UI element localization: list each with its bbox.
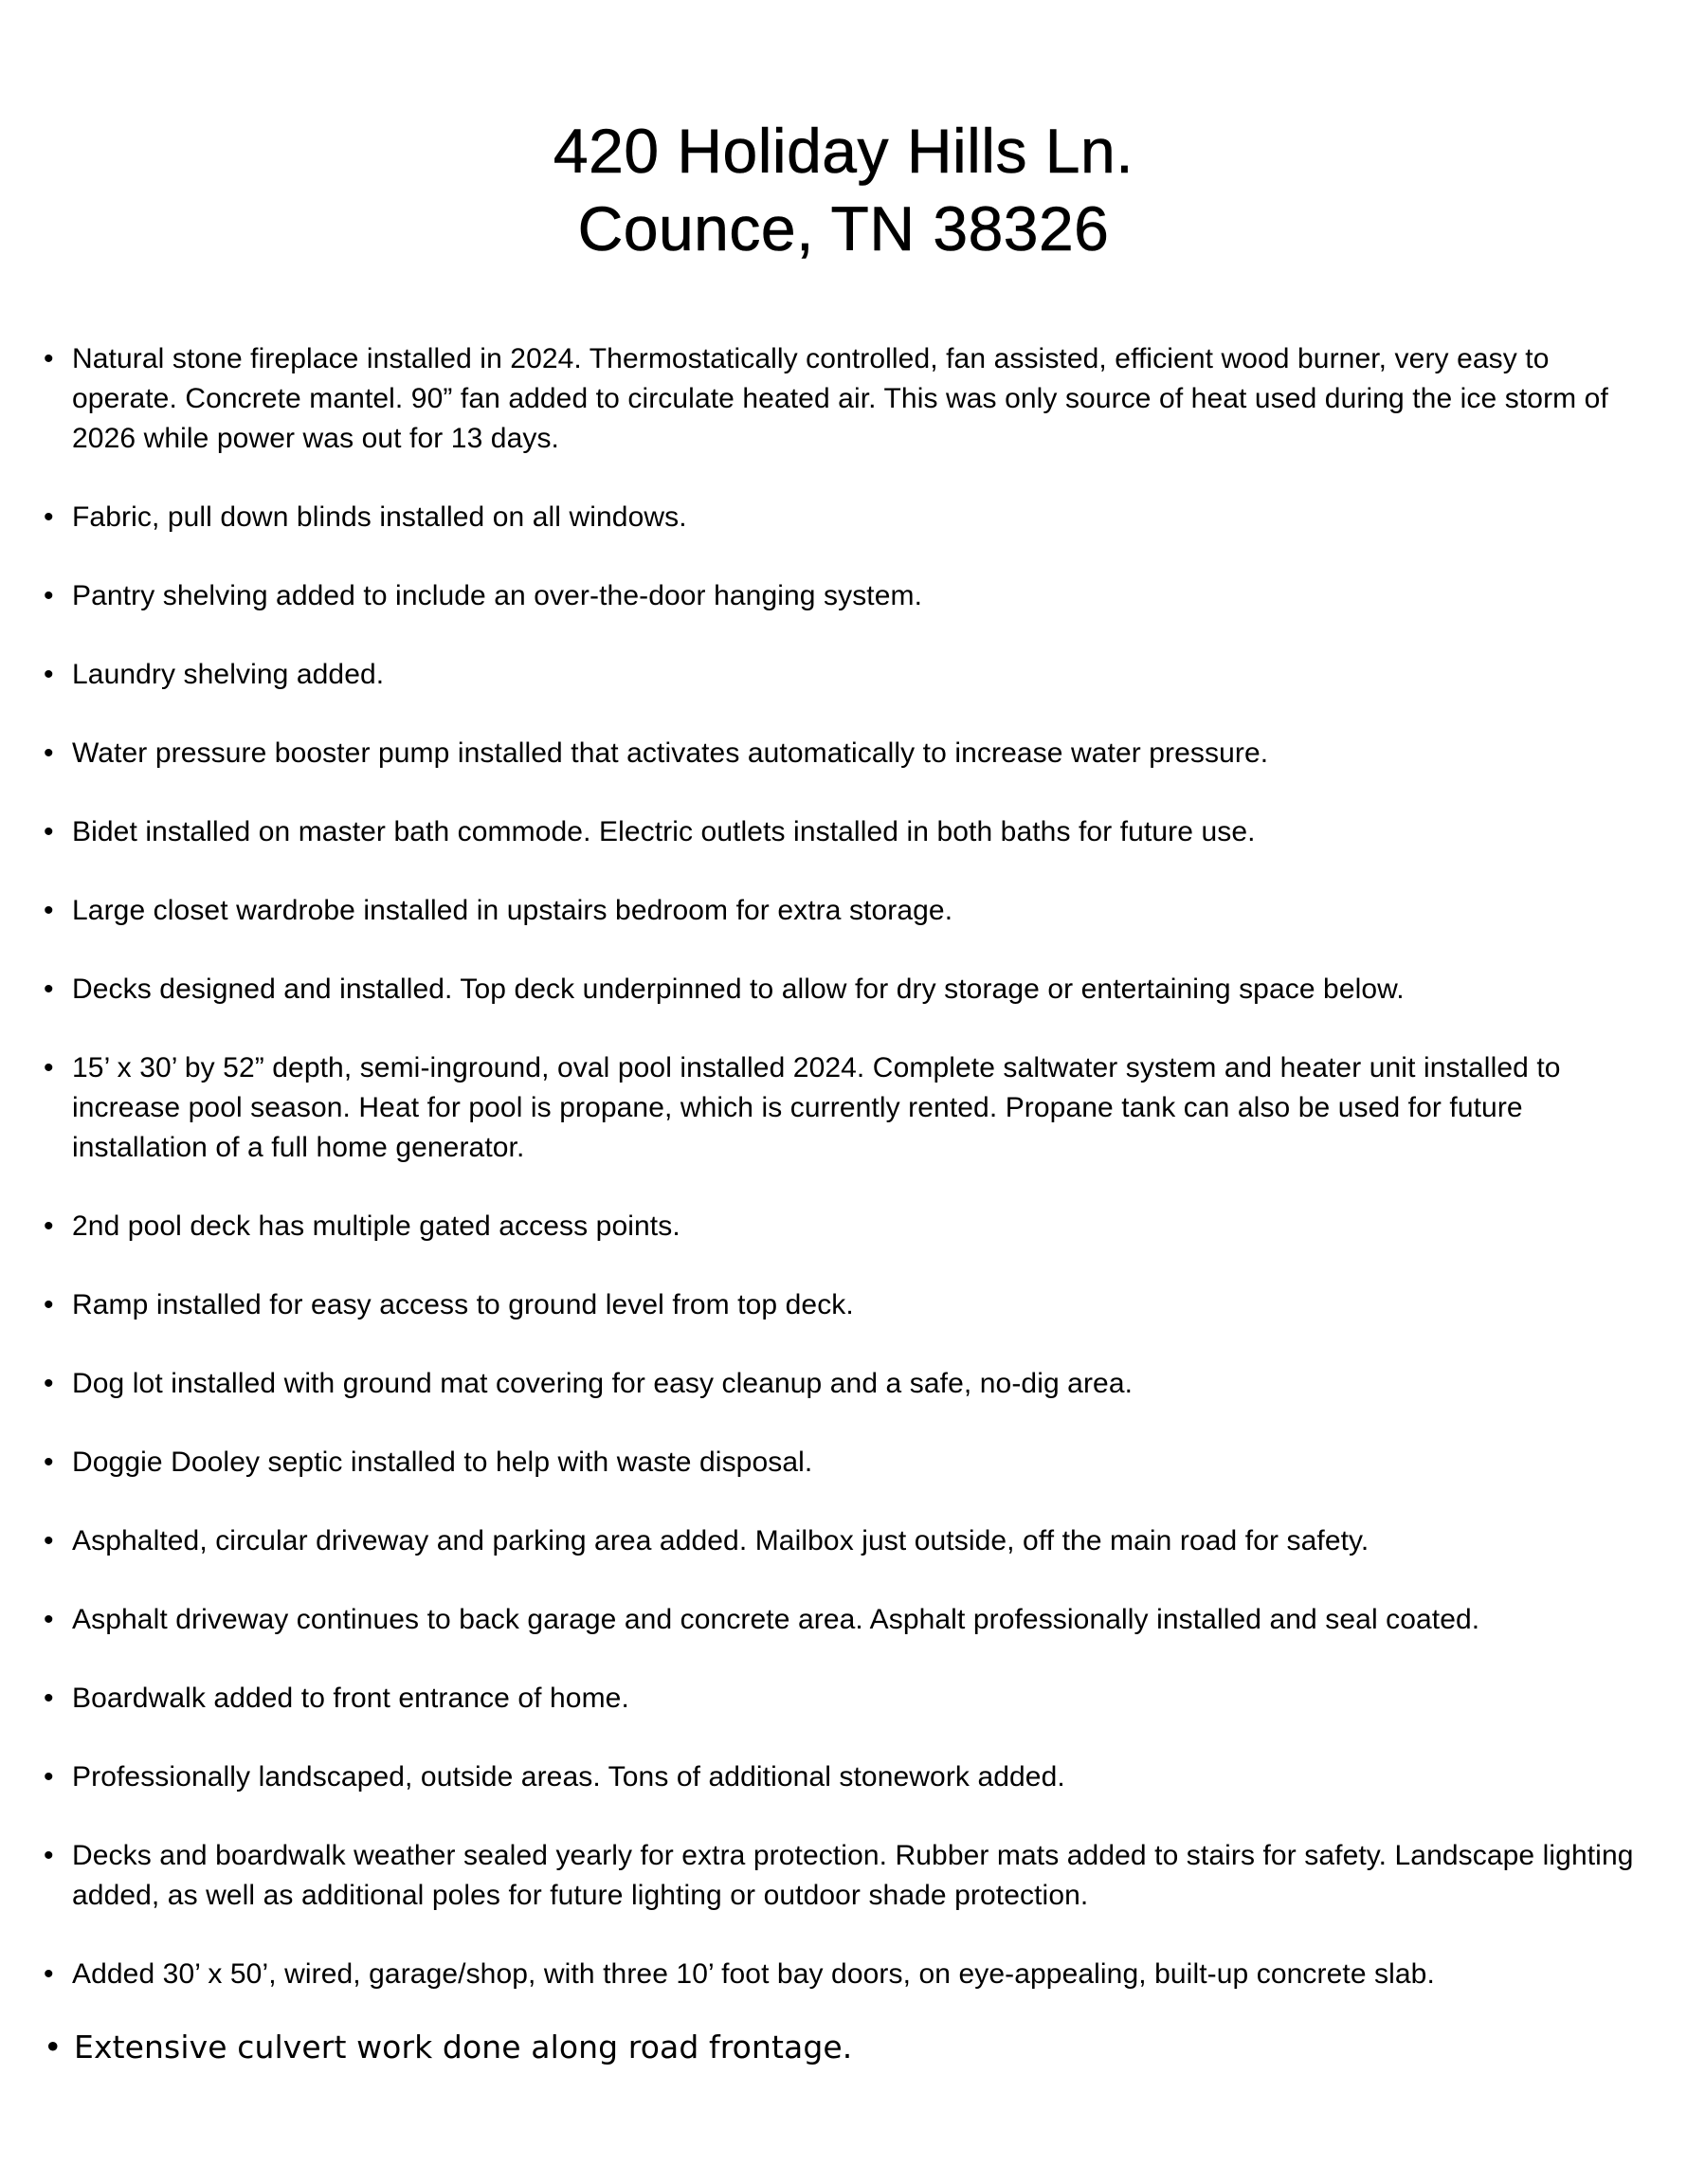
list-item [40, 1285, 1651, 1325]
list-item [40, 1757, 1651, 1797]
bullet-icon: • [44, 737, 54, 769]
list-item [40, 498, 1651, 537]
bullet-icon: • [44, 343, 54, 374]
bullet-icon: • [44, 1210, 54, 1242]
list-item [40, 339, 1651, 459]
list-item [40, 1679, 1651, 1719]
bullet-icon: • [44, 1368, 54, 1399]
list-item [40, 1521, 1651, 1561]
feature-text: Ramp installed for easy access to ground level from top deck. [72, 1289, 854, 1320]
bullet-icon: • [44, 580, 54, 611]
address-title [0, 112, 1687, 267]
title-street-address: 420 Holiday Hills Ln. [553, 116, 1134, 186]
bullet-icon: • [44, 501, 54, 533]
feature-text: Dog lot installed with ground mat covering for easy cleanup and a safe, no-dig area. [72, 1368, 1134, 1399]
feature-text: Professionally landscaped, outside areas. Tons of additional stonework added. [72, 1761, 1065, 1793]
bullet-icon: • [44, 974, 54, 1005]
list-item [40, 1048, 1651, 1168]
bullet-icon: • [44, 2029, 63, 2066]
list-item [40, 655, 1651, 695]
feature-text: Natural stone fireplace installed in 2024. Thermostatically controlled, fan assisted, efficient wood burner, very easy to operate. Concrete mantel. 90” fan added to circulate heated air. This was only source of heat used during the ice storm of 2026 while power was out for 13 days. [72, 343, 1608, 454]
feature-text: Water pressure booster pump installed that activates automatically to increase water pressure. [72, 737, 1269, 769]
list-item [40, 970, 1651, 1010]
bullet-icon: • [44, 1525, 54, 1556]
list-item [40, 1600, 1651, 1640]
feature-text: Decks and boardwalk weather sealed yearly for extra protection. Rubber mats added to stairs for safety. Landscape lighting added, as well as additional poles for future lighting or outdoor shade protection. [72, 1840, 1634, 1911]
feature-text: Asphalted, circular driveway and parking area added. Mailbox just outside, off the main road for safety. [72, 1525, 1370, 1556]
bullet-icon: • [44, 659, 54, 690]
feature-text: Asphalt driveway continues to back garage and concrete area. Asphalt professionally installed and seal coated. [72, 1604, 1480, 1635]
bullet-icon: • [44, 895, 54, 926]
feature-text: Added 30’ x 50’, wired, garage/shop, with three 10’ foot bay doors, on eye-appealing, built-up concrete slab. [72, 1958, 1435, 1990]
list-item [40, 1443, 1651, 1483]
feature-text: 15’ x 30’ by 52” depth, semi-inground, oval pool installed 2024. Complete saltwater system and heater unit installed to increase pool season. Heat for pool is propane, which is currently rented. Propane tank can also be used for future installation of a full home generator. [72, 1052, 1561, 1163]
list-item [40, 2028, 1651, 2067]
list-item [40, 1364, 1651, 1404]
list-item [40, 812, 1651, 852]
list-item [40, 734, 1651, 774]
feature-text: Large closet wardrobe installed in upstairs bedroom for extra storage. [72, 895, 953, 926]
feature-text: Pantry shelving added to include an over-the-door hanging system. [72, 580, 923, 611]
feature-list [40, 339, 1651, 2106]
feature-text: Boardwalk added to front entrance of home. [72, 1683, 629, 1714]
list-item [40, 891, 1651, 931]
bullet-icon: • [44, 1052, 54, 1083]
list-item [40, 1836, 1651, 1916]
feature-text: Decks designed and installed. Top deck underpinned to allow for dry storage or entertaining space below. [72, 974, 1405, 1005]
list-item [40, 1955, 1651, 1994]
bullet-icon: • [44, 1958, 54, 1990]
bullet-icon: • [44, 1840, 54, 1871]
bullet-icon: • [44, 1289, 54, 1320]
feature-text: 2nd pool deck has multiple gated access points. [72, 1210, 680, 1242]
feature-text: Doggie Dooley septic installed to help with waste disposal. [72, 1447, 813, 1478]
bullet-icon: • [44, 816, 54, 847]
feature-text: Laundry shelving added. [72, 659, 385, 690]
list-item [40, 576, 1651, 616]
bullet-icon: • [44, 1761, 54, 1793]
feature-text: Bidet installed on master bath commode. Electric outlets installed in both baths for future use. [72, 816, 1256, 847]
list-item [40, 1207, 1651, 1247]
bullet-icon: • [44, 1683, 54, 1714]
bullet-icon: • [44, 1447, 54, 1478]
feature-text: Extensive culvert work done along road frontage. [74, 2029, 853, 2066]
title-city-state-zip: Counce, TN 38326 [577, 193, 1110, 264]
bullet-icon: • [44, 1604, 54, 1635]
feature-text: Fabric, pull down blinds installed on all windows. [72, 501, 687, 533]
